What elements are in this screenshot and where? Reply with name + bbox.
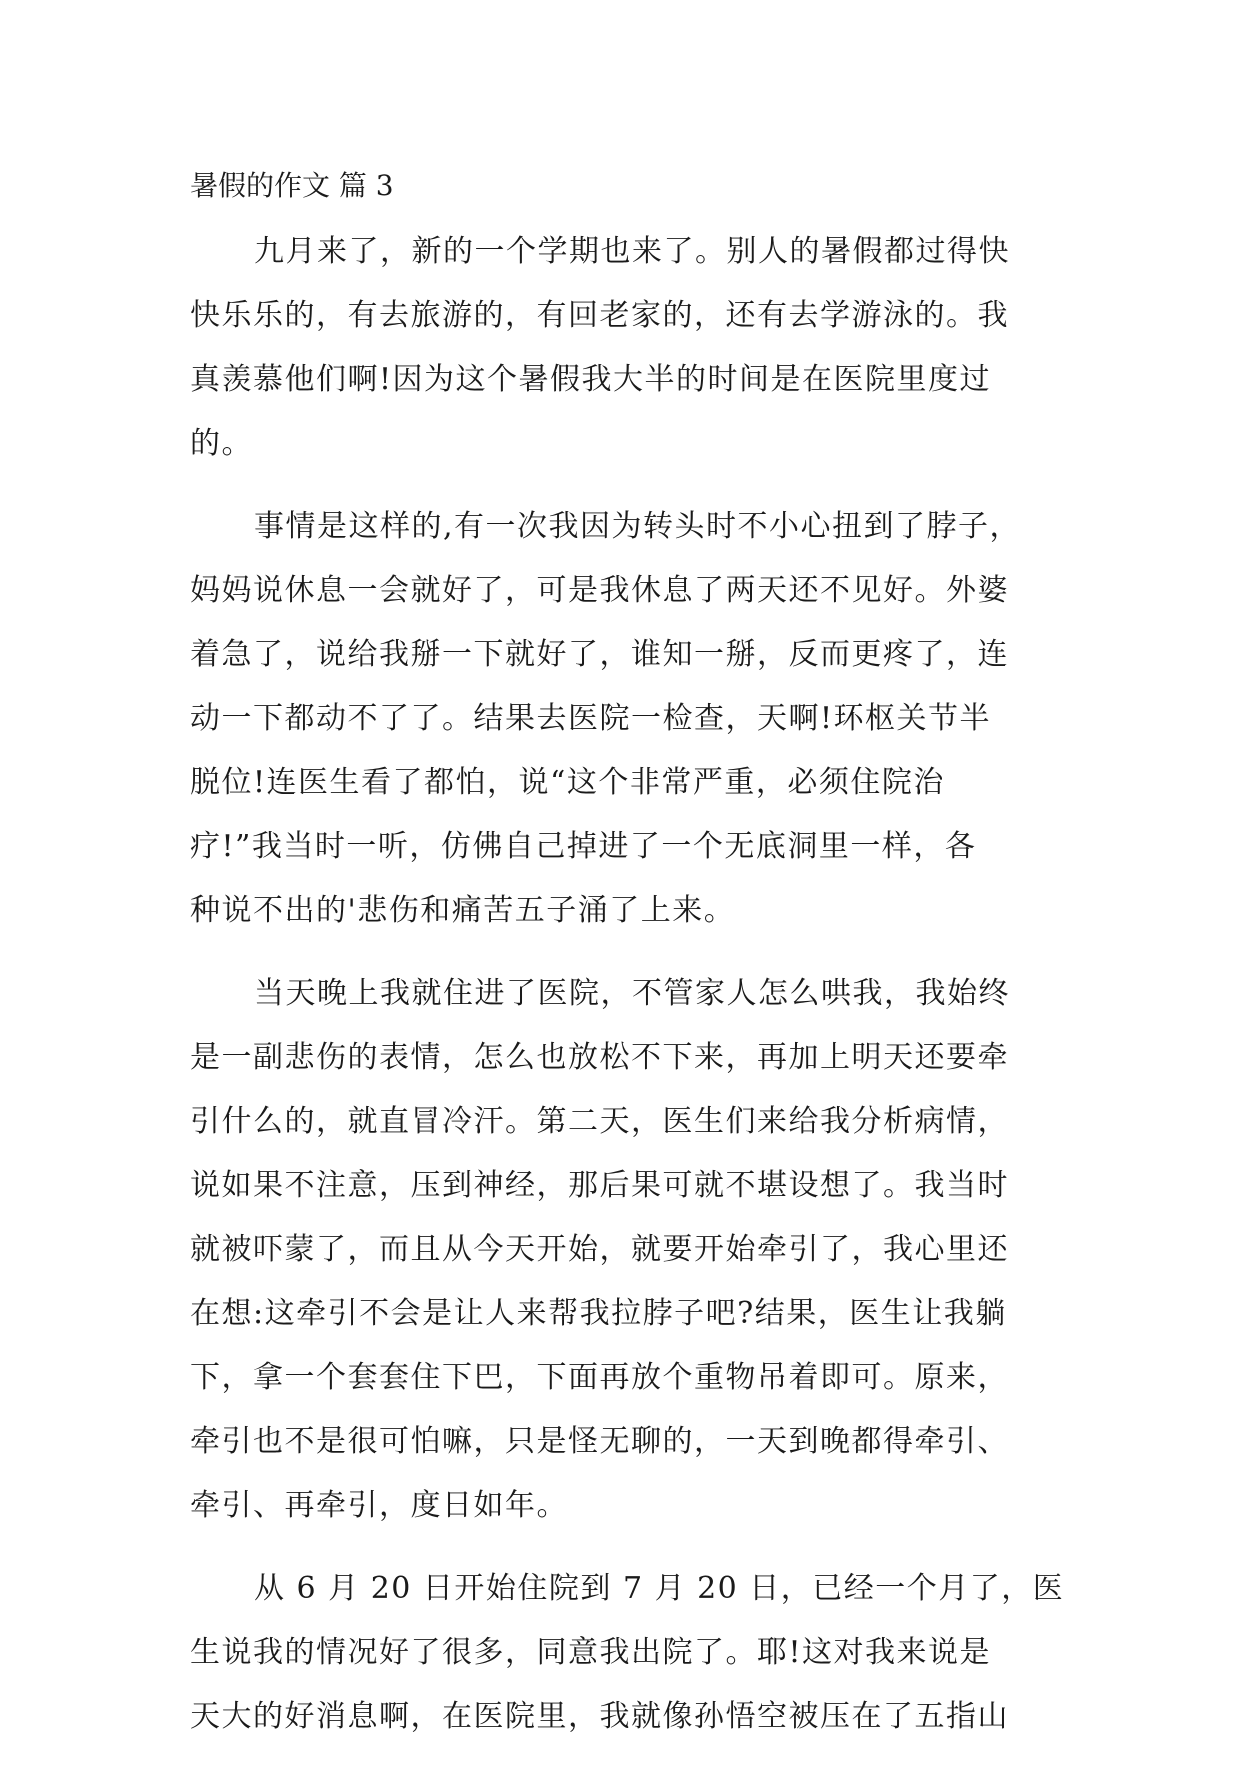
paragraph-2 (190, 495, 1050, 943)
text-line: 事情是这样的,有一次我因为转头时不小心扭到了脖子， (254, 509, 1022, 544)
text-line: 疗!”我当时一听，仿佛自己掉进了一个无底洞里一样，各 (190, 829, 977, 864)
text-line: 当天晚上我就住进了医院，不管家人怎么哄我，我始终 (254, 976, 1010, 1011)
text-line: 脱位!连医生看了都怕，说“这个非常严重，必须住院治 (190, 765, 945, 800)
text-line: 是一副悲伤的表情，怎么也放松不下来，再加上明天还要牵 (190, 1040, 1009, 1075)
paragraph-3 (190, 962, 1050, 1538)
paragraph-1 (190, 220, 1050, 476)
text-line: 妈妈说休息一会就好了，可是我休息了两天还不见好。外婆 (190, 573, 1009, 608)
paragraph-4 (190, 1557, 1065, 1749)
text-line: 真羡慕他们啊!因为这个暑假我大半的时间是在医院里度过 (190, 362, 992, 397)
text-line: 天大的好消息啊，在医院里，我就像孙悟空被压在了五指山 (190, 1699, 1009, 1734)
text-line: 快乐乐的，有去旅游的，有回老家的，还有去学游泳的。我 (190, 298, 1009, 333)
text-line: 着急了，说给我掰一下就好了，谁知一掰，反而更疼了，连 (190, 637, 1009, 672)
text-line: 种说不出的'悲伤和痛苦五子涌了上来。 (190, 893, 736, 928)
text-line: 动一下都动不了了。结果去医院一检查，天啊!环枢关节半 (190, 701, 992, 736)
text-line: 从 6 月 20 日开始住院到 7 月 20 日，已经一个月了，医 (254, 1571, 1065, 1606)
text-line: 的。 (190, 426, 253, 461)
text-line: 说如果不注意，压到神经，那后果可就不堪设想了。我当时 (190, 1168, 1009, 1203)
text-line: 下，拿一个套套住下巴，下面再放个重物吊着即可。原来， (190, 1360, 1009, 1395)
document-body (190, 220, 1065, 1768)
text-line: 在想:这牵引不会是让人来帮我拉脖子吧?结果，医生让我躺 (190, 1296, 1007, 1331)
text-line: 九月来了，新的一个学期也来了。别人的暑假都过得快 (254, 234, 1010, 269)
text-line: 引什么的，就直冒冷汗。第二天，医生们来给我分析病情， (190, 1104, 1009, 1139)
text-line: 牵引、再牵引，度日如年。 (190, 1488, 568, 1523)
text-line: 牵引也不是很可怕嘛，只是怪无聊的，一天到晚都得牵引、 (190, 1424, 1009, 1459)
text-line: 生说我的情况好了很多，同意我出院了。耶!这对我来说是 (190, 1635, 992, 1670)
text-line: 就被吓蒙了，而且从今天开始，就要开始牵引了，我心里还 (190, 1232, 1009, 1267)
document-title: 暑假的作文 篇 3 (190, 169, 394, 202)
